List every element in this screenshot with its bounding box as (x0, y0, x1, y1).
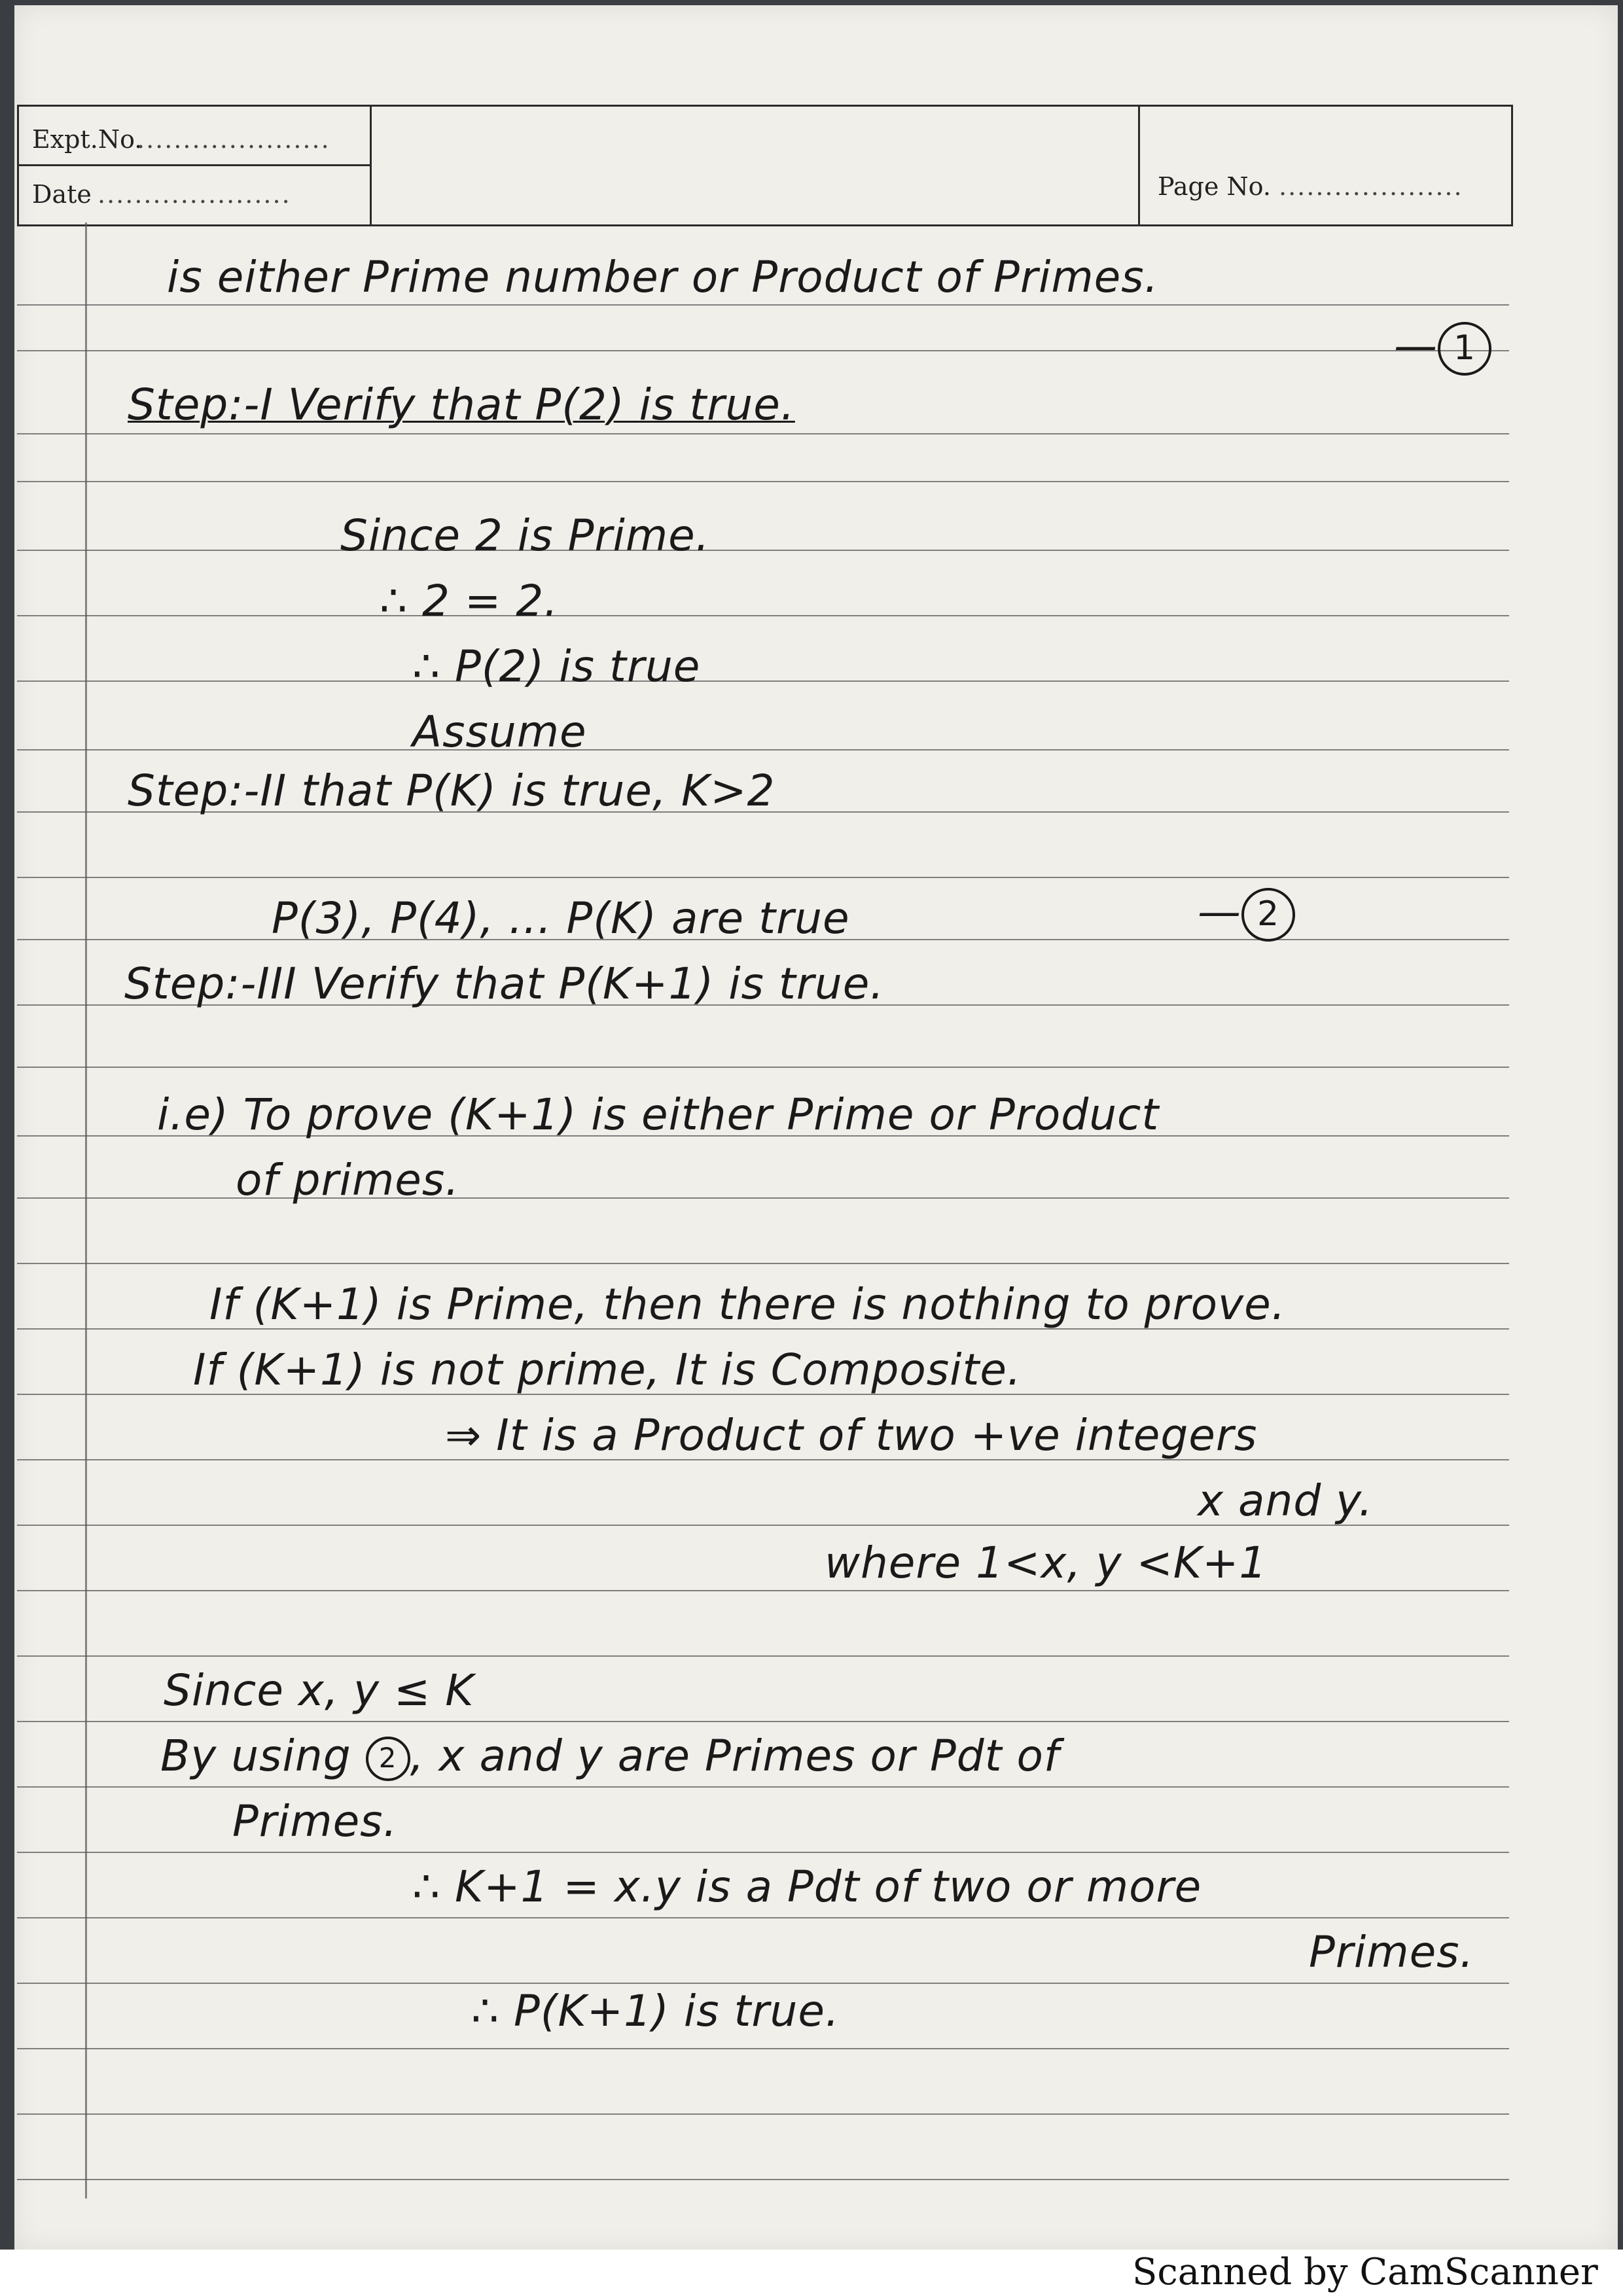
equation-marker-1: — 1 (1394, 321, 1491, 376)
rule-line (17, 615, 1509, 616)
by-using-rest: , x and y are Primes or Pdt of (410, 1731, 1060, 1781)
line-pk1-true: ∴ P(K+1) is true. (471, 1986, 840, 2036)
rule-line (17, 749, 1509, 751)
rule-line (17, 1590, 1509, 1591)
line-product-two-integers: ⇒ It is a Product of two +ve integers (445, 1410, 1258, 1460)
rule-line (17, 1263, 1509, 1264)
line-p3-to-pk-true: P(3), P(4), ... P(K) are true (272, 893, 850, 944)
line-k-plus-1-product: ∴ K+1 = x.y is a Pdt of two or more (412, 1862, 1202, 1912)
rule-line (17, 680, 1509, 682)
rule-line (17, 2179, 1509, 2180)
rule-line (17, 481, 1509, 482)
step-2-heading: Step:-II that P(K) is true, K>2 (128, 766, 776, 816)
line-if-not-prime: If (K+1) is not prime, It is Composite. (193, 1345, 1022, 1395)
camscanner-watermark: Scanned by CamScanner (1132, 2251, 1598, 2293)
line-by-using (160, 1731, 1060, 1781)
line-2-equals-2: ∴ 2 = 2. (380, 576, 559, 626)
circled-number-1: 1 (1438, 322, 1491, 376)
rule-line (17, 1655, 1509, 1657)
line-since-2-prime: Since 2 is Prime. (340, 510, 710, 561)
header-divider-right (1138, 107, 1140, 224)
line-since-xy: Since x, y ≤ K (164, 1665, 474, 1716)
rule-line (17, 550, 1509, 551)
rule-line (17, 350, 1509, 351)
date-label: Date (32, 180, 92, 209)
date-dots: ..................... (98, 180, 291, 209)
equation-marker-2: — 2 (1198, 887, 1295, 942)
circled-number-2-ref: 2 (366, 1737, 410, 1781)
by-using-text: By using (160, 1731, 351, 1781)
circled-number-2: 2 (1241, 888, 1295, 942)
line-p2-true: ∴ P(2) is true (412, 641, 701, 692)
step-3-heading: Step:-III Verify that P(K+1) is true. (124, 959, 885, 1009)
line-of-primes: of primes. (236, 1155, 460, 1205)
expt-no-dots: ..................... (137, 125, 330, 154)
line-assume: Assume (412, 707, 587, 757)
line-x-and-y: x and y. (1198, 1475, 1374, 1526)
line-primes-1: Primes. (232, 1796, 398, 1846)
page-no-label: Page No. (1158, 172, 1271, 201)
line-to-prove: i.e) To prove (K+1) is either Prime or Product (157, 1089, 1160, 1140)
page-no-dots: .................... (1279, 172, 1463, 201)
rule-line (17, 1983, 1509, 1984)
rule-line (17, 1917, 1509, 1918)
rule-line (17, 877, 1509, 878)
rule-line (17, 1067, 1509, 1068)
rule-line (17, 2113, 1509, 2115)
rule-line (17, 2048, 1509, 2049)
line-if-prime: If (K+1) is Prime, then there is nothing to prove. (209, 1279, 1286, 1330)
expt-no-label: Expt.No. (32, 125, 143, 154)
header-divider-horizontal (19, 164, 370, 166)
rule-line (17, 1721, 1509, 1722)
rule-line (17, 304, 1509, 306)
header-box (17, 105, 1513, 226)
header-divider-left (370, 107, 372, 224)
rule-line (17, 1786, 1509, 1788)
line-primes-2: Primes. (1309, 1927, 1474, 1977)
line-prime-or-product: is either Prime number or Product of Primes. (167, 252, 1159, 302)
margin-line (85, 222, 87, 2199)
line-where-bounds: where 1<x, y <K+1 (825, 1538, 1268, 1588)
rule-line (17, 1852, 1509, 1853)
rule-line (17, 433, 1509, 434)
step-1-heading: Step:-I Verify that P(2) is true. (128, 380, 795, 430)
